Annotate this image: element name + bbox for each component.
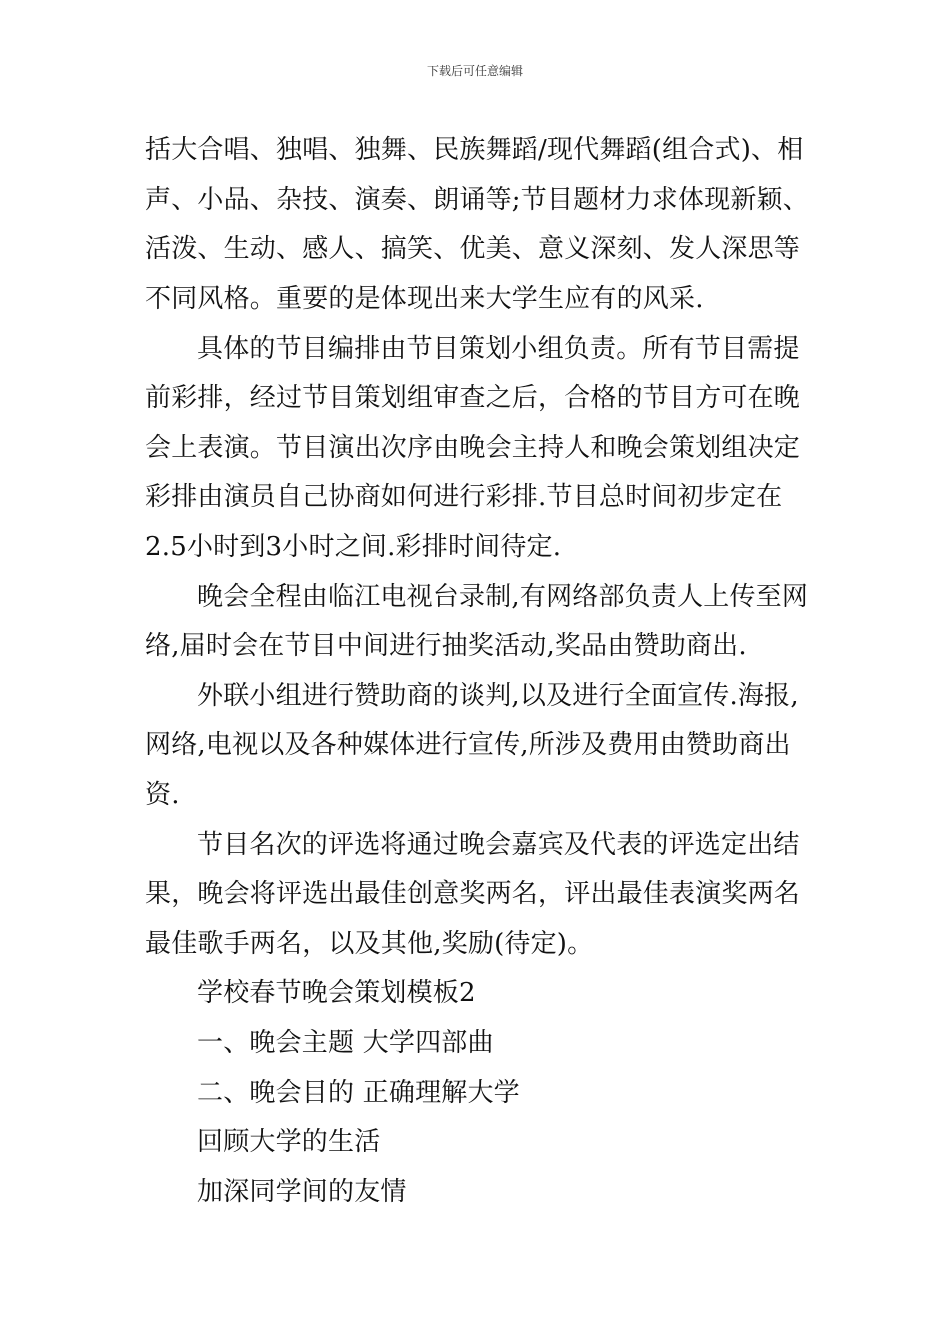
text-line: 具体的节目编排由节目策划小组负责。所有节目需提 [197, 334, 800, 364]
text-line: 二、晚会目的 正确理解大学 [197, 1078, 520, 1108]
text-line: 声、小品、杂技、演奏、朗诵等;节目题材力求体现新颖、 [145, 185, 809, 215]
text-line: 络,届时会在节目中间进行抽奖活动,奖品由赞助商出. [145, 631, 747, 661]
text-line: 活泼、生动、感人、搞笑、优美、意义深刻、发人深思等 [145, 234, 801, 264]
text-line: 前彩排，经过节目策划组审查之后，合格的节目方可在晚 [145, 383, 801, 413]
text-line: 网络,电视以及各种媒体进行宣传,所涉及费用由赞助商出 [145, 730, 791, 760]
text-line: 彩排由演员自己协商如何进行彩排.节目总时间初步定在 [145, 482, 783, 512]
section-title: 学校春节晚会策划模板2 [197, 978, 476, 1008]
text-line: 加深同学间的友情 [197, 1177, 407, 1207]
text-line: 括大合唱、独唱、独舞、民族舞蹈/现代舞蹈(组合式)、相 [145, 135, 804, 165]
text-line: 会上表演。节目演出次序由晚会主持人和晚会策划组决定 [145, 433, 801, 463]
text-line: 不同风格。重要的是体现出来大学生应有的风采. [145, 284, 704, 314]
text-line: 2.5小时到3小时之间.彩排时间待定. [145, 532, 562, 562]
text-line: 节目名次的评选将通过晚会嘉宾及代表的评选定出结 [197, 830, 800, 860]
text-line: 果，晚会将评选出最佳创意奖两名，评出最佳表演奖两名 [145, 879, 801, 909]
text-line: 外联小组进行赞助商的谈判,以及进行全面宣传.海报, [197, 681, 799, 711]
text-line: 资. [145, 780, 180, 810]
text-line: 最佳歌手两名，以及其他,奖励(待定)。 [145, 929, 594, 959]
text-line: 晚会全程由临江电视台录制,有网络部负责人上传至网 [197, 582, 809, 612]
page-header: 下载后可任意编辑 [426, 64, 523, 78]
text-line: 回顾大学的生活 [197, 1127, 381, 1157]
text-line: 一、晚会主题 大学四部曲 [197, 1028, 494, 1058]
